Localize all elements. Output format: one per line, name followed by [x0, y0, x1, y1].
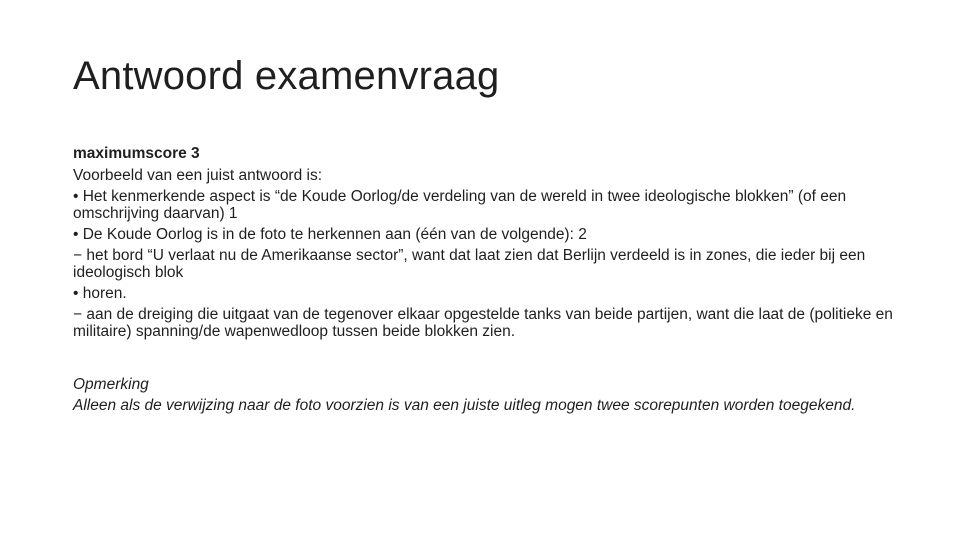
- example-answer-intro: Voorbeeld van een juist antwoord is:: [73, 167, 323, 184]
- answer-option-sign: − het bord “U verlaat nu de Amerikaanse sector”, want dat laat zien dat Berlijn verdeeld is in zones, die ieder bij een ideologisch blok: [73, 247, 866, 281]
- note-heading: Opmerking: [73, 376, 149, 393]
- answer-point-2: • De Koude Oorlog is in de foto te herkennen aan (één van de volgende): 2: [73, 226, 587, 243]
- paragraph-spacer: [73, 343, 893, 375]
- slide-title: Antwoord examenvraag: [73, 54, 500, 98]
- slide-body: [73, 144, 893, 417]
- answer-point-1: • Het kenmerkende aspect is “de Koude Oorlog/de verdeling van de wereld in twee ideologische blokken” (of een omschrijving daarvan) 1: [73, 188, 847, 222]
- answer-option-tanks: − aan de dreiging die uitgaat van de tegenover elkaar opgestelde tanks van beide partijen, want die laat de (politieke en militaire) spanning/de wapenwedloop tussen beide blokken zien.: [73, 306, 893, 340]
- max-score-line: maximumscore 3: [73, 145, 200, 162]
- answer-bullet-horen: • horen.: [73, 285, 127, 302]
- note-text: Alleen als de verwijzing naar de foto voorzien is van een juiste uitleg mogen twee scorepunten worden toegekend.: [73, 397, 856, 414]
